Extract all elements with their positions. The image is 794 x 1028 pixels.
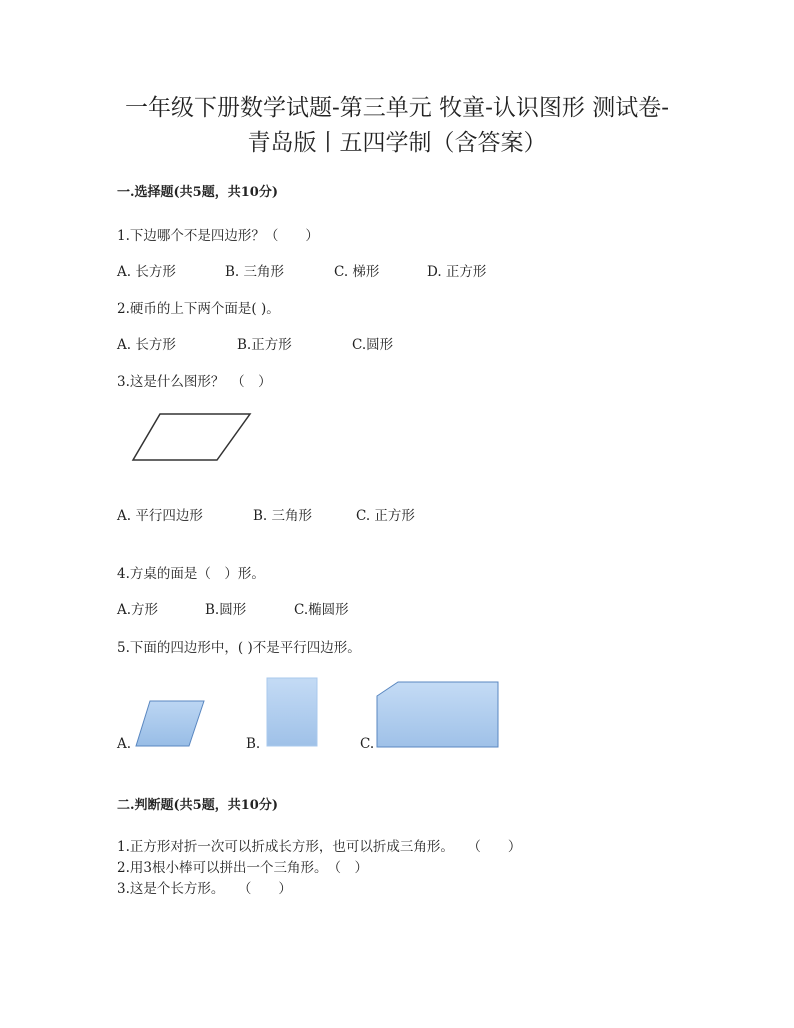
q5-shape-c-pentagon <box>374 680 502 750</box>
q4-option-b: B.圆形 <box>205 602 247 618</box>
q3-option-c: C. 正方形 <box>356 508 415 524</box>
page-title-line2: 青岛版丨五四学制（含答案） <box>247 130 547 156</box>
section1-heading: 一.选择题(共5题，共10分) <box>117 185 278 200</box>
parallelogram-shape <box>133 414 250 460</box>
question-1: 1.下边哪个不是四边形？（ ） <box>117 228 319 244</box>
q3-option-a: A. 平行四边形 <box>117 508 203 524</box>
q4-option-c: C.椭圆形 <box>294 602 349 618</box>
q1-option-d: D. 正方形 <box>427 264 487 280</box>
question-3: 3.这是什么图形？ （ ） <box>117 374 272 390</box>
judge-question-1: 1.正方形对折一次可以折成长方形，也可以折成三角形。 （ ） <box>117 839 522 855</box>
q2-option-b: B.正方形 <box>237 337 292 353</box>
q2-option-c: C.圆形 <box>352 337 394 353</box>
q4-option-a: A.方形 <box>117 602 159 618</box>
q5-shape-a-parallelogram <box>132 698 208 750</box>
q5-option-c-label: C. <box>360 736 375 752</box>
q3-option-b: B. 三角形 <box>253 508 313 524</box>
question-5: 5.下面的四边形中，( )不是平行四边形。 <box>117 640 361 656</box>
q5-shape-b-rectangle <box>266 677 318 747</box>
q5-option-b-label: B. <box>246 736 261 752</box>
page-title-line1: 一年级下册数学试题-第三单元 牧童-认识图形 测试卷- <box>125 95 669 121</box>
question-2: 2.硬币的上下两个面是( )。 <box>117 301 280 317</box>
q1-option-b: B. 三角形 <box>225 264 285 280</box>
judge-question-3: 3.这是个长方形。 （ ） <box>117 881 292 897</box>
q1-option-a: A. 长方形 <box>117 264 176 280</box>
question-4: 4.方桌的面是（ ）形。 <box>117 566 265 582</box>
q5-option-a-label: A. <box>117 736 132 752</box>
q1-option-c: C. 梯形 <box>334 264 380 280</box>
q2-option-a: A. 长方形 <box>117 337 176 353</box>
parallelogram-figure <box>130 410 255 464</box>
section2-heading: 二.判断题(共5题，共10分) <box>117 798 278 813</box>
judge-question-2: 2.用3根小棒可以拼出一个三角形。 （ ） <box>117 860 368 876</box>
